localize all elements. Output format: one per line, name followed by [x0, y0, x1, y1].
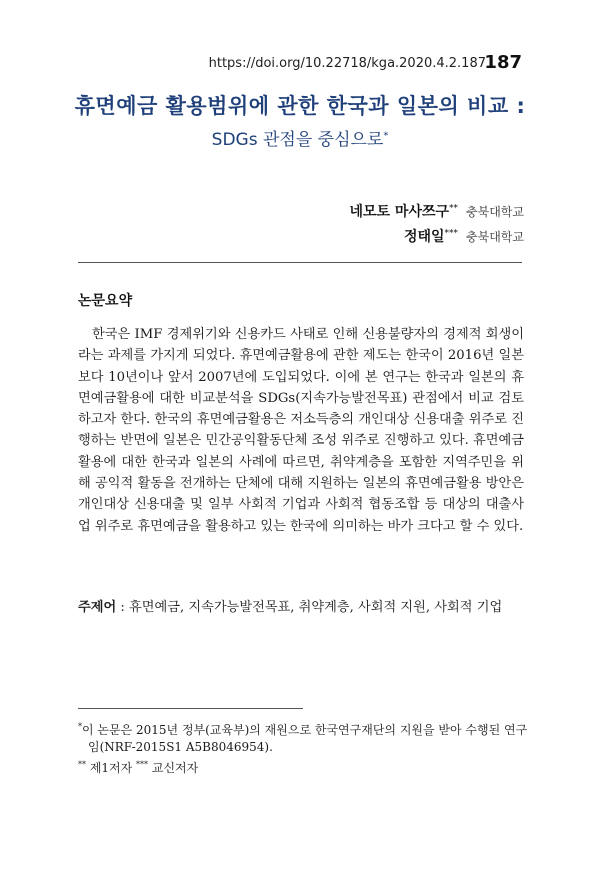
footnote-corresponding-text: 교신저자	[148, 761, 199, 775]
author-2-name: 정태일	[403, 229, 445, 245]
footnote-divider	[78, 708, 303, 709]
author-1-name: 네모토 마사쯔구	[349, 204, 450, 220]
footnote-funding-text: 이 논문은 2015년 정부(교육부)의 재원으로 한국연구재단의 지원을 받아 수행된 연구임(NRF-2015S1 A5B8046954).	[82, 723, 528, 754]
paper-subtitle	[0, 125, 600, 150]
keywords-line	[78, 596, 502, 615]
author-2	[404, 226, 524, 246]
keywords-list: 휴면예금, 지속가능발전목표, 취약계층, 사회적 지원, 사회적 기업	[129, 600, 503, 615]
author-2-affiliation: 충북대학교	[466, 230, 524, 244]
page-number: 187	[484, 52, 522, 73]
footnote-funding	[78, 718, 528, 756]
author-1-mark: **	[449, 203, 459, 214]
author-1-name-block	[349, 204, 458, 220]
footnote-first-author-text: 제1저자	[86, 761, 137, 775]
footnote-first-author-mark: **	[78, 760, 86, 769]
footnote-roles	[78, 756, 528, 777]
author-2-mark: ***	[444, 228, 459, 239]
footnote-corresponding-mark: ***	[136, 760, 149, 769]
abstract-body: 한국은 IMF 경제위기와 신용카드 사태로 인해 신용불량자의 경제적 회생이라는 과제를 가지게 되었다. 휴면예금활용에 관한 제도는 한국이 2016년 일본보다 10년이나 앞서 2007년에 도입되었다. 이에 본 연구는 한국과 일본의 휴면예금활용에 대한 비교분석을 SDGs(지속가능발전목표) 관점에서 비교 검토하고자 한다. 한국의 휴면예금활용은 저소득층의 개인대상 신용대출 위주로 진행하는 반면에 일본은 민간공익활동단체 조성 위주로 진행하고 있다. 휴면예금활용에 대한 한국과 일본의 사례에 따르면, 취약계층을 포함한 지역주민을 위해 공익적 활동을 전개하는 단체에 대해 지원하는 일본의 휴면예금활용 방안은 개인대상 신용대출 및 일부 사회적 기업과 사회적 협동조합 등 대상의 대출사업 위주로 휴면예금을 활용하고 있는 한국에 의미하는 바가 크다고 할 수 있다.	[78, 327, 524, 534]
keywords-separator: :	[116, 600, 130, 615]
footnote-funding-mark: *	[78, 722, 82, 731]
author-1	[349, 201, 524, 221]
header-divider	[78, 262, 522, 263]
doi-link[interactable]	[209, 56, 520, 71]
doi-text[interactable]: https://doi.org/10.22718/kga.2020.4.2.187	[208, 56, 486, 71]
keywords-label: 주제어	[78, 600, 117, 615]
author-1-affiliation: 충북대학교	[466, 205, 524, 219]
author-2-name-block	[404, 229, 458, 245]
subtitle-text: SDGs 관점을 중심으로	[211, 130, 384, 150]
subtitle-footnote-mark: *	[383, 130, 389, 142]
abstract-heading: 논문요약	[78, 293, 133, 309]
footnotes	[78, 718, 528, 777]
paper-title: 휴면예금 활용범위에 관한 한국과 일본의 비교 :	[74, 94, 526, 118]
